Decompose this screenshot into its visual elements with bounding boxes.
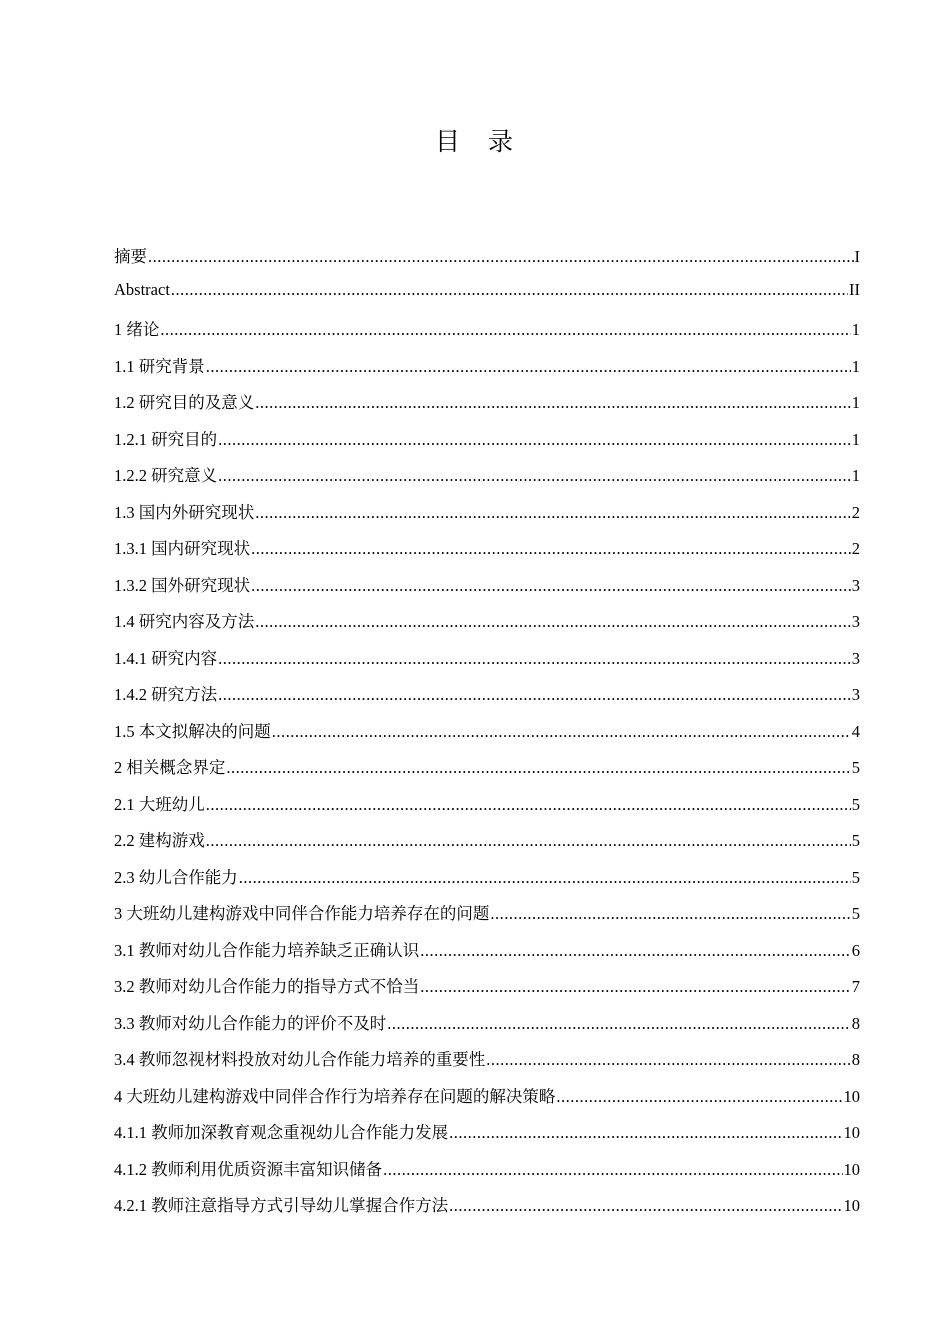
toc-entry[interactable] — [114, 353, 860, 390]
dot-leader — [206, 357, 851, 377]
toc-entry[interactable] — [114, 900, 860, 937]
toc-entry[interactable] — [114, 389, 860, 426]
toc-entry-label: 1.2.1 研究目的 — [114, 429, 218, 449]
toc-entry-label: 3.2 教师对幼儿合作能力的指导方式不恰当 — [114, 977, 420, 996]
toc-entry-label: 1 绪论 — [114, 320, 160, 339]
toc-entry[interactable] — [114, 499, 860, 536]
toc-entry-label: 4.2.1 教师注意指导方式引导幼儿掌握合作方法 — [114, 1196, 449, 1215]
toc-entry-label: 2.2 建构游戏 — [114, 831, 205, 850]
dot-leader — [148, 247, 854, 267]
toc-entry[interactable] — [114, 1119, 860, 1156]
toc-entry[interactable] — [114, 426, 860, 463]
toc-entry-page: 3 — [851, 685, 860, 704]
toc-entry-label: 2.1 大班幼儿 — [114, 794, 205, 814]
toc-entry[interactable] — [114, 864, 860, 901]
toc-entry-page: 3 — [851, 648, 860, 668]
dot-leader — [251, 576, 851, 596]
toc-entry-label: 4.1.1 教师加深教育观念重视幼儿合作能力发展 — [114, 1123, 449, 1142]
toc-entry[interactable] — [114, 791, 860, 828]
toc-entry-label: 摘要 — [114, 247, 147, 266]
toc-entry[interactable] — [114, 1046, 860, 1083]
toc-entry[interactable] — [114, 1083, 860, 1120]
dot-leader — [383, 1160, 842, 1180]
toc-entry-label: 1.4 研究内容及方法 — [114, 612, 255, 631]
toc-entry[interactable] — [114, 1192, 860, 1229]
dot-leader — [255, 393, 851, 413]
toc-entry-label: 1.5 本文拟解决的问题 — [114, 721, 271, 741]
toc-entry-label: 1.2.2 研究意义 — [114, 466, 218, 485]
dot-leader — [449, 1123, 842, 1143]
toc-entry[interactable] — [114, 937, 860, 974]
toc-entry-page: 1 — [851, 429, 860, 449]
toc-entry-label: 3.3 教师对幼儿合作能力的评价不及时 — [114, 1013, 387, 1033]
toc-entry-page: 3 — [851, 575, 860, 595]
toc-entry-page: 10 — [843, 1159, 860, 1179]
toc-entry-page: 8 — [851, 1013, 860, 1033]
dot-leader — [226, 758, 850, 778]
dot-leader — [449, 1196, 842, 1216]
toc-entry[interactable] — [114, 1156, 860, 1193]
toc-entry[interactable] — [114, 827, 860, 864]
toc-entry-label: 1.4.2 研究方法 — [114, 685, 218, 704]
toc-entry[interactable] — [114, 754, 860, 791]
toc-entry[interactable] — [114, 280, 860, 317]
toc-entry-page: 10 — [843, 1123, 860, 1142]
toc-entry-page: 4 — [851, 721, 860, 741]
toc-entry-page: 6 — [851, 940, 860, 960]
toc-entry-label: 1.2 研究目的及意义 — [114, 393, 255, 412]
dot-leader — [218, 685, 851, 705]
dot-leader — [218, 430, 851, 450]
toc-entry-page: 5 — [851, 758, 860, 777]
toc-entry-page: 1 — [851, 393, 860, 412]
toc-entry[interactable] — [114, 462, 860, 499]
toc-entry-page: 3 — [851, 612, 860, 631]
dot-leader — [218, 466, 851, 486]
toc-entry-page: 5 — [851, 831, 860, 850]
table-of-contents — [114, 243, 860, 1229]
dot-leader — [251, 539, 851, 559]
toc-entry-label: 1.3.1 国内研究现状 — [114, 539, 251, 558]
toc-entry-page: 2 — [851, 502, 860, 522]
toc-entry-label: 3.1 教师对幼儿合作能力培养缺乏正确认识 — [114, 940, 420, 960]
dot-leader — [556, 1087, 842, 1107]
toc-entry-page: 2 — [851, 539, 860, 558]
toc-entry-page: II — [849, 279, 860, 299]
toc-entry-page: 5 — [851, 904, 860, 923]
toc-entry-page: 1 — [851, 320, 860, 339]
toc-entry-page: 1 — [851, 466, 860, 485]
dot-leader — [206, 795, 851, 815]
dot-leader — [272, 722, 851, 742]
toc-entry-label: 3.4 教师忽视材料投放对幼儿合作能力培养的重要性 — [114, 1050, 486, 1069]
toc-entry-label: 3 大班幼儿建构游戏中同伴合作能力培养存在的问题 — [114, 904, 490, 923]
toc-entry[interactable] — [114, 572, 860, 609]
toc-entry[interactable] — [114, 316, 860, 353]
toc-entry-label: Abstract — [114, 279, 170, 299]
toc-entry[interactable] — [114, 718, 860, 755]
toc-entry-page: 7 — [851, 977, 860, 996]
dot-leader — [255, 612, 851, 632]
toc-entry-label: 1.3.2 国外研究现状 — [114, 575, 251, 595]
dot-leader — [420, 941, 851, 961]
toc-entry[interactable] — [114, 1010, 860, 1047]
toc-entry-page: I — [854, 247, 860, 266]
toc-entry[interactable] — [114, 608, 860, 645]
dot-leader — [160, 320, 850, 340]
dot-leader — [486, 1050, 851, 1070]
toc-entry-page: 8 — [851, 1050, 860, 1069]
toc-entry[interactable] — [114, 973, 860, 1010]
toc-entry-page: 5 — [851, 794, 860, 814]
toc-entry-page: 1 — [851, 356, 860, 376]
toc-entry-label: 1.3 国内外研究现状 — [114, 502, 255, 522]
dot-leader — [218, 649, 851, 669]
dot-leader — [255, 503, 851, 523]
toc-entry[interactable] — [114, 645, 860, 682]
dot-leader — [490, 904, 850, 924]
dot-leader — [420, 977, 851, 997]
toc-entry-page: 10 — [843, 1196, 860, 1215]
toc-entry-label: 2.3 幼儿合作能力 — [114, 867, 238, 887]
toc-entry-label: 4 大班幼儿建构游戏中同伴合作行为培养存在问题的解决策略 — [114, 1086, 556, 1106]
page-title: 目录 — [434, 127, 541, 156]
toc-entry[interactable] — [114, 535, 860, 572]
dot-leader — [387, 1014, 851, 1034]
toc-entry-label: 1.4.1 研究内容 — [114, 648, 218, 668]
toc-entry-page: 10 — [843, 1086, 860, 1106]
dot-leader — [171, 280, 848, 300]
toc-entry[interactable] — [114, 243, 860, 280]
toc-entry[interactable] — [114, 681, 860, 718]
dot-leader — [206, 831, 851, 851]
toc-entry-label: 4.1.2 教师利用优质资源丰富知识储备 — [114, 1159, 383, 1179]
dot-leader — [239, 868, 851, 888]
toc-entry-label: 1.1 研究背景 — [114, 356, 205, 376]
toc-entry-page: 5 — [851, 867, 860, 887]
toc-entry-label: 2 相关概念界定 — [114, 758, 226, 777]
